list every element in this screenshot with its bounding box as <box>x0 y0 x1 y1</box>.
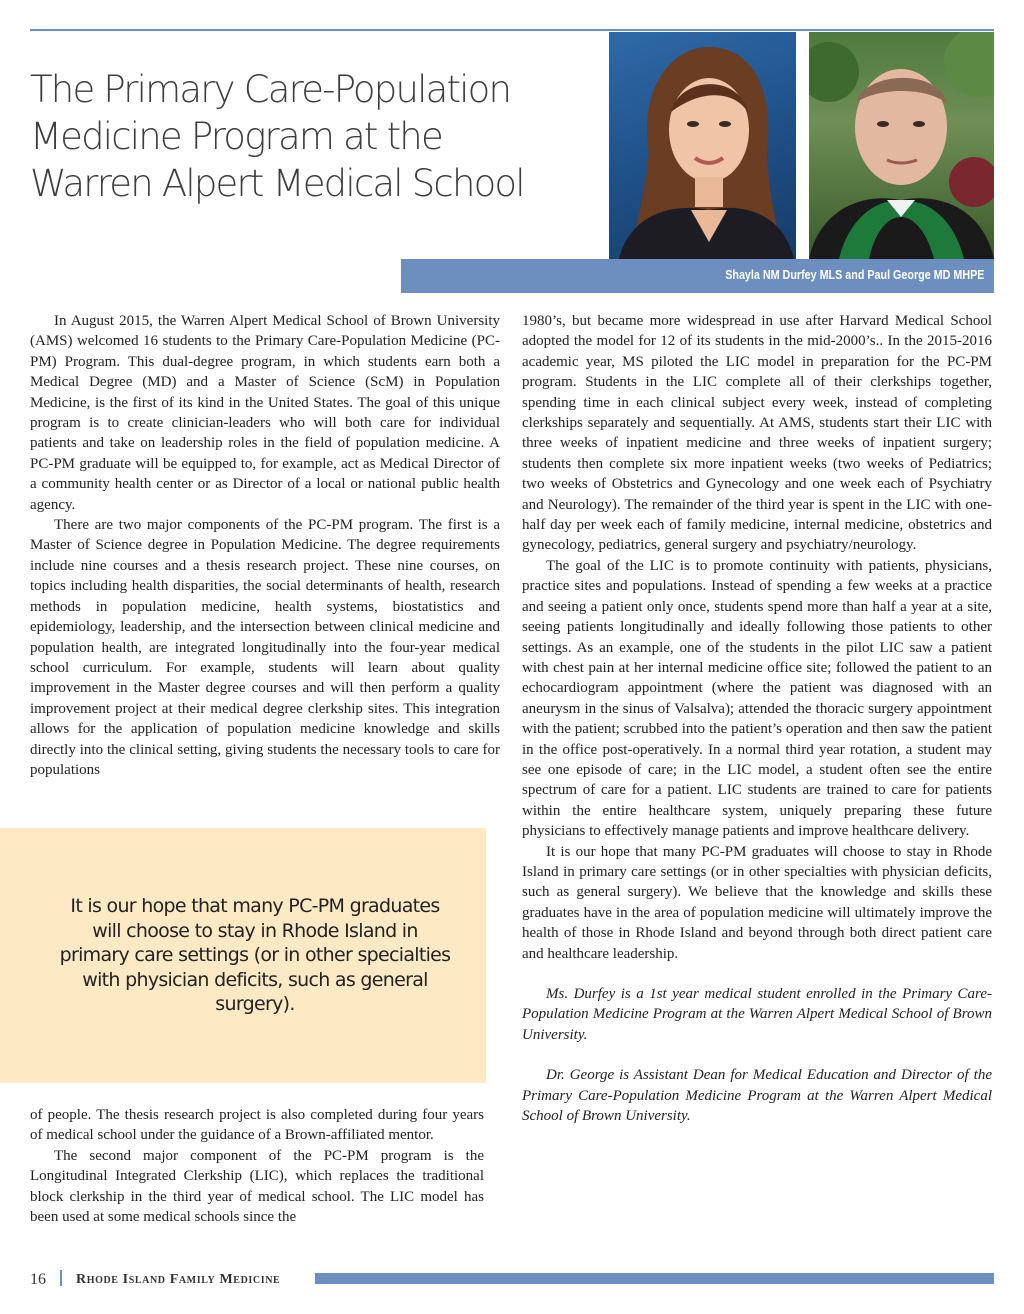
pull-quote: It is our hope that many PC-PM graduates will choose to stay in Rhode Island in primary care settings (or in other specialties with physician deficits, such as general surgery). <box>59 895 451 1015</box>
article-paragraph: In August 2015, the Warren Alpert Medical School of Brown University (AMS) welcomed 16 students to the Primary Care-Population Medicine (PC-PM) Program. This dual-degree program, in which students earn both a Medical Degree (MD) and a Master of Science (ScM) in Population Medicine, is the first of its kind in the United States. The goal of this unique program is to create clinician-leaders who will both care for individual patients and take on leadership roles in the field of population medicine. A PC-PM graduate will be equipped to, for example, act as Medical Director of a community health center or as Director of a local or national public health agency. <box>30 313 500 513</box>
article-column-left-top <box>30 311 500 780</box>
article-title <box>30 66 590 207</box>
author-bio-durfey: Ms. Durfey is a 1st year medical student enrolled in the Primary Care-Population Medicine Program at the Warren Alpert Medical School of Brown University. <box>522 986 992 1043</box>
photo-caption: Shayla NM Durfey MLS and Paul George MD MHPE <box>724 268 984 282</box>
footer-separator <box>60 1270 62 1286</box>
title-line-1: The Primary Care-Population <box>30 68 511 111</box>
title-line-2: Medicine Program at the <box>30 115 442 158</box>
article-paragraph: The goal of the LIC is to promote continuity with patients, physicians, practice sites and populations. Instead of spending a few weeks at a practice and seeing a patient only once, students spend more than half a year at a site, seeing patients longitudinally and ideally following those patients to other settings. As an example, one of the students in the pilot LIC saw a patient with chest pain at her internal medicine office site; followed the patient to an echocardiogram appointment (where the patient was diagnosed with an aneurysm in the sinus of Valsalva); attended the thoracic surgery appointment with the patient; scrubbed into the patient’s operation and then saw the patient in the office post-operatively. In a normal third year rotation, a student may see one episode of care; in the LIC model, a student often see the entire spectrum of care for a patient. LIC students are trained to care for patients within the entire healthcare system, uniquely preparing these future physicians to effectively manage patients and improve healthcare delivery. <box>522 557 992 840</box>
article-paragraph: of people. The thesis research project is also completed during four years of medical school under the guidance of a Brown-affiliated mentor. <box>30 1107 484 1144</box>
page-number: 16 <box>30 1271 46 1288</box>
author-bio-george: Dr. George is Assistant Dean for Medical Education and Director of the Primary Care-Population Medicine Program at the Warren Alpert Medical School of Brown University. <box>522 1067 992 1125</box>
article-column-right <box>522 311 992 1126</box>
publication-name: Rhode Island Family Medicine <box>76 1272 281 1287</box>
article-column-left-bottom <box>30 1105 484 1227</box>
author-photo-george <box>809 32 994 259</box>
top-rule <box>30 29 994 31</box>
footer-bar <box>315 1273 994 1284</box>
title-line-3: Warren Alpert Medical School <box>30 162 524 205</box>
article-paragraph: 1980’s, but became more widespread in use after Harvard Medical School adopted the model for 12 of its students in the mid-2000’s.. In the 2015-2016 academic year, MS piloted the LIC model in preparation for the PC-PM program. Students in the LIC complete all of their clerkships together, spending time in each clinical subject every week, instead of completing clerkships separately and sequentially. At AMS, students start their LIC with three weeks of inpatient medicine and three weeks of inpatient surgery; students then complete six more inpatient weeks (two weeks of Pediatrics; two weeks of Obstetrics and Gynecology and one week each of Psychiatry and Neurology). The remainder of the third year is spent in the LIC with one-half day per week each of family medicine, internal medicine, obstetrics and gynecology, pediatrics, general surgery and psychiatry/neurology. <box>522 313 992 554</box>
article-paragraph: It is our hope that many PC-PM graduates will choose to stay in Rhode Island in primary care settings (or in other specialties with physician deficits, such as general surgery). We believe that the knowledge and skills these graduates have in the area of population medicine will ultimately improve the health of those in Rhode Island and beyond through both direct patient care and healthcare leadership. <box>522 843 992 962</box>
portrait-durfey-image <box>609 32 796 259</box>
author-photo-durfey <box>609 32 796 259</box>
photo-caption-bar <box>401 259 994 293</box>
portrait-george-image <box>809 32 994 259</box>
article-paragraph: There are two major components of the PC-PM program. The first is a Master of Science degree in Population Medicine. The degree requirements include nine courses and a thesis research project. These nine courses, on topics including health disparities, the social determinants of health, research methods in population medicine, health systems, biostatistics and epidemiology, leadership, and the intersection between clinical medicine and population health, are integrated longitudinally into the four-year medical school curriculum. For example, students will learn about quality improvement in the Master degree courses and will then perform a quality improvement project at their medical degree clerkship sites. This integration allows for the application of population medicine knowledge and skills directly into the clinical setting, giving students the necessary tools to care for populations <box>30 517 500 778</box>
article-paragraph: The second major component of the PC-PM program is the Longitudinal Integrated Clerkship (LIC), which replaces the traditional block clerkship in the third year of medical school. The LIC model has been used at some medical schools since the <box>30 1147 484 1226</box>
